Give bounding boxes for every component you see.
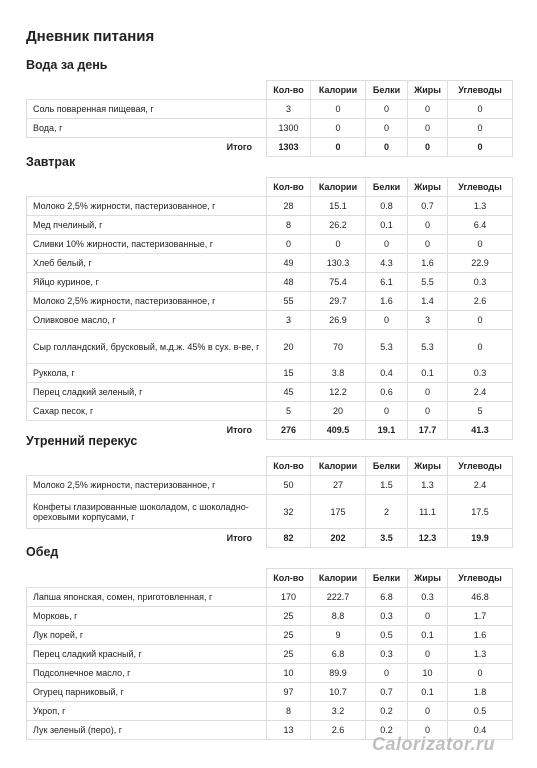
value-cell: 15 — [267, 364, 311, 383]
value-cell: 0 — [408, 119, 448, 138]
value-cell: 1.3 — [448, 645, 513, 664]
value-cell: 2.4 — [448, 383, 513, 402]
food-name-cell: Мед пчелиный, г — [27, 216, 267, 235]
value-cell: 5 — [448, 402, 513, 421]
total-row — [27, 529, 513, 548]
header-blank-cell — [27, 81, 267, 100]
value-cell: 46.8 — [448, 588, 513, 607]
value-cell: 0 — [311, 235, 366, 254]
table-header-row — [27, 457, 513, 476]
table-header-row — [27, 81, 513, 100]
value-cell: 0 — [408, 216, 448, 235]
table-row — [27, 607, 513, 626]
column-header: Белки — [366, 178, 408, 197]
watermark-logo: Calorizator.ru — [372, 734, 496, 754]
table-snack — [26, 456, 513, 548]
value-cell: 3 — [267, 100, 311, 119]
value-cell: 0 — [448, 235, 513, 254]
total-value-cell: 19.9 — [448, 529, 513, 548]
table-row — [27, 645, 513, 664]
value-cell: 0 — [448, 664, 513, 683]
header-blank-cell — [27, 569, 267, 588]
total-value-cell: 17.7 — [408, 421, 448, 440]
column-header: Калории — [311, 178, 366, 197]
value-cell: 0 — [311, 100, 366, 119]
total-label: Итого — [27, 421, 267, 440]
value-cell: 0 — [267, 235, 311, 254]
table-row — [27, 197, 513, 216]
value-cell: 0.5 — [448, 702, 513, 721]
table-row — [27, 402, 513, 421]
value-cell: 1300 — [267, 119, 311, 138]
value-cell: 0.6 — [366, 383, 408, 402]
column-header: Углеводы — [448, 81, 513, 100]
value-cell: 0 — [408, 402, 448, 421]
value-cell: 0.8 — [366, 197, 408, 216]
value-cell: 1.3 — [408, 476, 448, 495]
value-cell: 0.2 — [366, 721, 408, 740]
value-cell: 25 — [267, 645, 311, 664]
food-name-cell: Конфеты глазированные шоколадом, с шоколадно-ореховыми корпусами, г — [27, 495, 267, 529]
value-cell: 5.3 — [366, 330, 408, 364]
food-name-cell: Укроп, г — [27, 702, 267, 721]
food-name-cell: Молоко 2,5% жирности, пастеризованное, г — [27, 476, 267, 495]
page-title: Дневник питания — [26, 28, 155, 45]
table-header-row — [27, 569, 513, 588]
value-cell: 22.9 — [448, 254, 513, 273]
value-cell: 0.7 — [408, 197, 448, 216]
column-header: Белки — [366, 81, 408, 100]
column-header: Калории — [311, 569, 366, 588]
value-cell: 6.8 — [366, 588, 408, 607]
value-cell: 2.6 — [311, 721, 366, 740]
value-cell: 89.9 — [311, 664, 366, 683]
table-row — [27, 311, 513, 330]
table-row — [27, 702, 513, 721]
value-cell: 0.7 — [366, 683, 408, 702]
total-label: Итого — [27, 529, 267, 548]
value-cell: 10.7 — [311, 683, 366, 702]
value-cell: 0 — [408, 702, 448, 721]
column-header: Жиры — [408, 81, 448, 100]
table-row — [27, 588, 513, 607]
value-cell: 8.8 — [311, 607, 366, 626]
food-name-cell: Огурец парниковый, г — [27, 683, 267, 702]
value-cell: 3 — [408, 311, 448, 330]
value-cell: 5.3 — [408, 330, 448, 364]
value-cell: 0.3 — [448, 273, 513, 292]
column-header: Углеводы — [448, 457, 513, 476]
value-cell: 25 — [267, 626, 311, 645]
column-header: Углеводы — [448, 178, 513, 197]
value-cell: 1.6 — [408, 254, 448, 273]
table-row — [27, 495, 513, 529]
section-title-snack: Утренний перекус — [26, 434, 138, 448]
value-cell: 0 — [366, 119, 408, 138]
column-header: Кол-во — [267, 569, 311, 588]
column-header: Кол-во — [267, 178, 311, 197]
value-cell: 6.4 — [448, 216, 513, 235]
value-cell: 32 — [267, 495, 311, 529]
value-cell: 10 — [267, 664, 311, 683]
table-row — [27, 119, 513, 138]
value-cell: 0 — [408, 235, 448, 254]
food-name-cell: Сливки 10% жирности, пастеризованные, г — [27, 235, 267, 254]
value-cell: 48 — [267, 273, 311, 292]
column-header: Калории — [311, 81, 366, 100]
total-value-cell: 0 — [448, 138, 513, 157]
value-cell: 0 — [366, 100, 408, 119]
value-cell: 222.7 — [311, 588, 366, 607]
value-cell: 97 — [267, 683, 311, 702]
value-cell: 1.5 — [366, 476, 408, 495]
value-cell: 1.8 — [448, 683, 513, 702]
table-row — [27, 626, 513, 645]
column-header: Белки — [366, 569, 408, 588]
food-name-cell: Руккола, г — [27, 364, 267, 383]
value-cell: 3.8 — [311, 364, 366, 383]
table-water — [26, 80, 513, 157]
value-cell: 6.1 — [366, 273, 408, 292]
value-cell: 1.6 — [366, 292, 408, 311]
value-cell: 10 — [408, 664, 448, 683]
food-name-cell: Перец сладкий красный, г — [27, 645, 267, 664]
table-row — [27, 664, 513, 683]
total-value-cell: 0 — [408, 138, 448, 157]
value-cell: 28 — [267, 197, 311, 216]
value-cell: 5 — [267, 402, 311, 421]
value-cell: 4.3 — [366, 254, 408, 273]
header-blank-cell — [27, 178, 267, 197]
column-header: Углеводы — [448, 569, 513, 588]
value-cell: 15.1 — [311, 197, 366, 216]
value-cell: 0.3 — [408, 588, 448, 607]
total-value-cell: 1303 — [267, 138, 311, 157]
value-cell: 0.4 — [366, 364, 408, 383]
total-value-cell: 409.5 — [311, 421, 366, 440]
value-cell: 170 — [267, 588, 311, 607]
value-cell: 0 — [448, 330, 513, 364]
total-value-cell: 0 — [311, 138, 366, 157]
table-row — [27, 383, 513, 402]
value-cell: 2 — [366, 495, 408, 529]
value-cell: 0.4 — [448, 721, 513, 740]
food-name-cell: Морковь, г — [27, 607, 267, 626]
value-cell: 0.3 — [448, 364, 513, 383]
value-cell: 45 — [267, 383, 311, 402]
table-row — [27, 273, 513, 292]
value-cell: 50 — [267, 476, 311, 495]
value-cell: 0.1 — [366, 216, 408, 235]
value-cell: 0.5 — [366, 626, 408, 645]
food-name-cell: Вода, г — [27, 119, 267, 138]
value-cell: 0.2 — [366, 702, 408, 721]
value-cell: 2.4 — [448, 476, 513, 495]
value-cell: 0 — [366, 235, 408, 254]
column-header: Кол-во — [267, 81, 311, 100]
value-cell: 0.1 — [408, 683, 448, 702]
food-name-cell: Подсолнечное масло, г — [27, 664, 267, 683]
column-header: Жиры — [408, 178, 448, 197]
food-name-cell: Молоко 2,5% жирности, пастеризованное, г — [27, 197, 267, 216]
food-name-cell: Яйцо куриное, г — [27, 273, 267, 292]
value-cell: 3 — [267, 311, 311, 330]
value-cell: 0 — [448, 100, 513, 119]
total-value-cell: 276 — [267, 421, 311, 440]
value-cell: 1.3 — [448, 197, 513, 216]
food-name-cell: Сахар песок, г — [27, 402, 267, 421]
value-cell: 8 — [267, 216, 311, 235]
total-value-cell: 19.1 — [366, 421, 408, 440]
value-cell: 0 — [311, 119, 366, 138]
value-cell: 0 — [408, 645, 448, 664]
value-cell: 6.8 — [311, 645, 366, 664]
value-cell: 20 — [311, 402, 366, 421]
value-cell: 175 — [311, 495, 366, 529]
value-cell: 0 — [408, 383, 448, 402]
value-cell: 26.2 — [311, 216, 366, 235]
value-cell: 29.7 — [311, 292, 366, 311]
table-row — [27, 100, 513, 119]
table-row — [27, 254, 513, 273]
value-cell: 1.4 — [408, 292, 448, 311]
value-cell: 0 — [408, 100, 448, 119]
value-cell: 8 — [267, 702, 311, 721]
total-label: Итого — [27, 138, 267, 157]
value-cell: 2.6 — [448, 292, 513, 311]
food-name-cell: Хлеб белый, г — [27, 254, 267, 273]
value-cell: 70 — [311, 330, 366, 364]
table-row — [27, 683, 513, 702]
value-cell: 0 — [408, 607, 448, 626]
value-cell: 20 — [267, 330, 311, 364]
food-name-cell: Лук зеленый (перо), г — [27, 721, 267, 740]
value-cell: 130.3 — [311, 254, 366, 273]
food-name-cell: Соль поваренная пищевая, г — [27, 100, 267, 119]
total-row — [27, 138, 513, 157]
value-cell: 75.4 — [311, 273, 366, 292]
value-cell: 0 — [448, 311, 513, 330]
value-cell: 0 — [366, 311, 408, 330]
value-cell: 1.6 — [448, 626, 513, 645]
section-title-breakfast: Завтрак — [26, 155, 76, 169]
food-name-cell: Молоко 2,5% жирности, пастеризованное, г — [27, 292, 267, 311]
table-row — [27, 216, 513, 235]
value-cell: 0.3 — [366, 607, 408, 626]
column-header: Белки — [366, 457, 408, 476]
table-breakfast — [26, 177, 513, 440]
value-cell: 0 — [366, 664, 408, 683]
section-title-water: Вода за день — [26, 58, 108, 72]
section-title-lunch: Обед — [26, 545, 59, 559]
total-value-cell: 12.3 — [408, 529, 448, 548]
value-cell: 9 — [311, 626, 366, 645]
table-row — [27, 330, 513, 364]
value-cell: 0.1 — [408, 364, 448, 383]
food-name-cell: Лапша японская, сомен, приготовленная, г — [27, 588, 267, 607]
column-header: Жиры — [408, 569, 448, 588]
column-header: Калории — [311, 457, 366, 476]
total-value-cell: 41.3 — [448, 421, 513, 440]
value-cell: 1.7 — [448, 607, 513, 626]
total-value-cell: 0 — [366, 138, 408, 157]
food-name-cell: Лук порей, г — [27, 626, 267, 645]
column-header: Жиры — [408, 457, 448, 476]
table-row — [27, 235, 513, 254]
table-row — [27, 364, 513, 383]
value-cell: 0 — [408, 721, 448, 740]
table-lunch — [26, 568, 513, 740]
value-cell: 0 — [366, 402, 408, 421]
table-row — [27, 292, 513, 311]
food-name-cell: Оливковое масло, г — [27, 311, 267, 330]
total-value-cell: 82 — [267, 529, 311, 548]
header-blank-cell — [27, 457, 267, 476]
value-cell: 0 — [448, 119, 513, 138]
value-cell: 12.2 — [311, 383, 366, 402]
value-cell: 17.5 — [448, 495, 513, 529]
table-row — [27, 476, 513, 495]
value-cell: 0.1 — [408, 626, 448, 645]
total-value-cell: 3.5 — [366, 529, 408, 548]
value-cell: 11.1 — [408, 495, 448, 529]
table-header-row — [27, 178, 513, 197]
total-value-cell: 202 — [311, 529, 366, 548]
value-cell: 3.2 — [311, 702, 366, 721]
value-cell: 0.3 — [366, 645, 408, 664]
value-cell: 5.5 — [408, 273, 448, 292]
value-cell: 27 — [311, 476, 366, 495]
value-cell: 55 — [267, 292, 311, 311]
value-cell: 26.9 — [311, 311, 366, 330]
value-cell: 13 — [267, 721, 311, 740]
column-header: Кол-во — [267, 457, 311, 476]
value-cell: 49 — [267, 254, 311, 273]
food-name-cell: Перец сладкий зеленый, г — [27, 383, 267, 402]
value-cell: 25 — [267, 607, 311, 626]
food-name-cell: Сыр голландский, брусковый, м.д.ж. 45% в сух. в-ве, г — [27, 330, 267, 364]
